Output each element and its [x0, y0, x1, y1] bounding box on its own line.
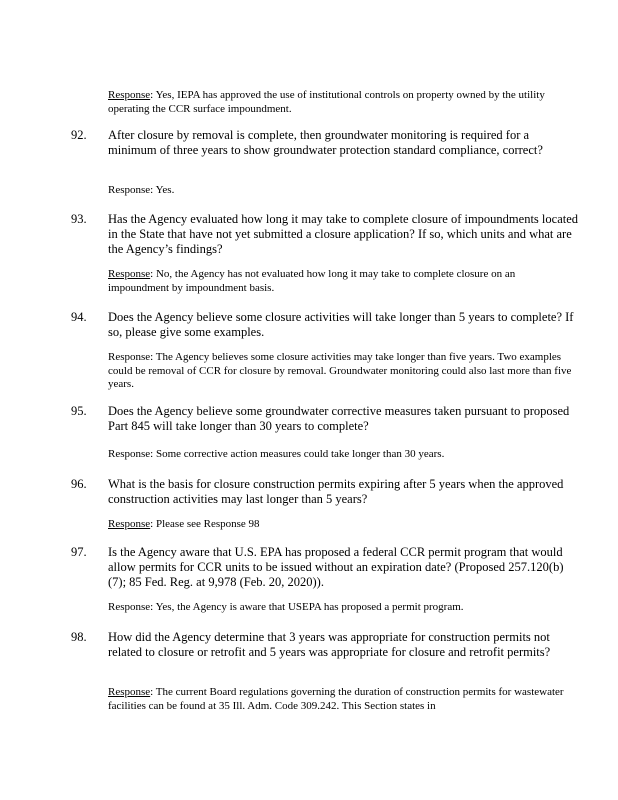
response-block — [108, 686, 578, 713]
response-label: Response — [108, 351, 151, 363]
response-label: Response — [108, 448, 151, 460]
response-text: : The current Board regulations governing the duration of construction permits for wastewater facilities can be found at 35 Ill. Adm. Code 309.242. This Section states in — [108, 686, 564, 712]
response-text: : The Agency believes some closure activities may take longer than five years. Two examples could be removal of CCR for closure by removal. Groundwater monitoring could also last more than five years. — [108, 351, 572, 390]
question-text: Does the Agency believe some closure activities will take longer than 5 years to complete? If so, please give some examples. — [108, 310, 574, 339]
response-block — [108, 184, 578, 198]
response-label: Response — [108, 268, 151, 280]
question-text: After closure by removal is complete, then groundwater monitoring is required for a minimum of three years to show groundwater protection standard compliance, correct? — [108, 128, 543, 157]
response-text: : Yes, IEPA has approved the use of institutional controls on property owned by the utility operating the CCR surface impoundment. — [108, 89, 545, 115]
response-block — [108, 268, 578, 295]
response-text: : Some corrective action measures could take longer than 30 years. — [150, 448, 445, 460]
question-number: 96. — [71, 477, 87, 491]
response-label: Response — [108, 184, 151, 196]
response-text: : Please see Response 98 — [150, 518, 260, 530]
question-number: 93. — [71, 212, 87, 226]
question-text: Is the Agency aware that U.S. EPA has proposed a federal CCR permit program that would allow permits for CCR units to be issued without an expiration date? (Proposed 257.120(b)(7); 85 Fed. Reg. at 9,978 (Feb. 20, 2020)). — [108, 545, 564, 589]
question-number: 94. — [71, 310, 87, 324]
response-label: Response — [108, 89, 151, 101]
response-block — [108, 351, 578, 392]
response-text: : Yes. — [150, 184, 175, 196]
question-number: 92. — [71, 128, 87, 142]
question-number: 98. — [71, 630, 87, 644]
response-label: Response — [108, 686, 151, 698]
question-text: Does the Agency believe some groundwater corrective measures taken pursuant to proposed Part 845 will take longer than 30 years to complete? — [108, 404, 570, 433]
response-label: Response — [108, 601, 151, 613]
question-text: What is the basis for closure construction permits expiring after 5 years when the approved construction activities may last longer than 5 years? — [108, 477, 564, 506]
question-number: 95. — [71, 404, 87, 418]
response-block — [108, 448, 578, 462]
response-block — [108, 601, 578, 615]
question-text: How did the Agency determine that 3 years was appropriate for construction permits not related to closure or retrofit and 5 years was appropriate for closure and retrofit permits? — [108, 630, 551, 659]
response-label: Response — [108, 518, 151, 530]
response-text: : No, the Agency has not evaluated how long it may take to complete closure on an impoundment by impoundment basis. — [108, 268, 516, 294]
response-block — [108, 89, 578, 116]
question-text: Has the Agency evaluated how long it may take to complete closure of impoundments located in the State that have not yet submitted a closure application? If so, which units and what are the Agency’s findings? — [108, 212, 579, 256]
response-text: : Yes, the Agency is aware that USEPA has proposed a permit program. — [150, 601, 464, 613]
response-block — [108, 518, 578, 532]
question-number: 97. — [71, 545, 87, 559]
